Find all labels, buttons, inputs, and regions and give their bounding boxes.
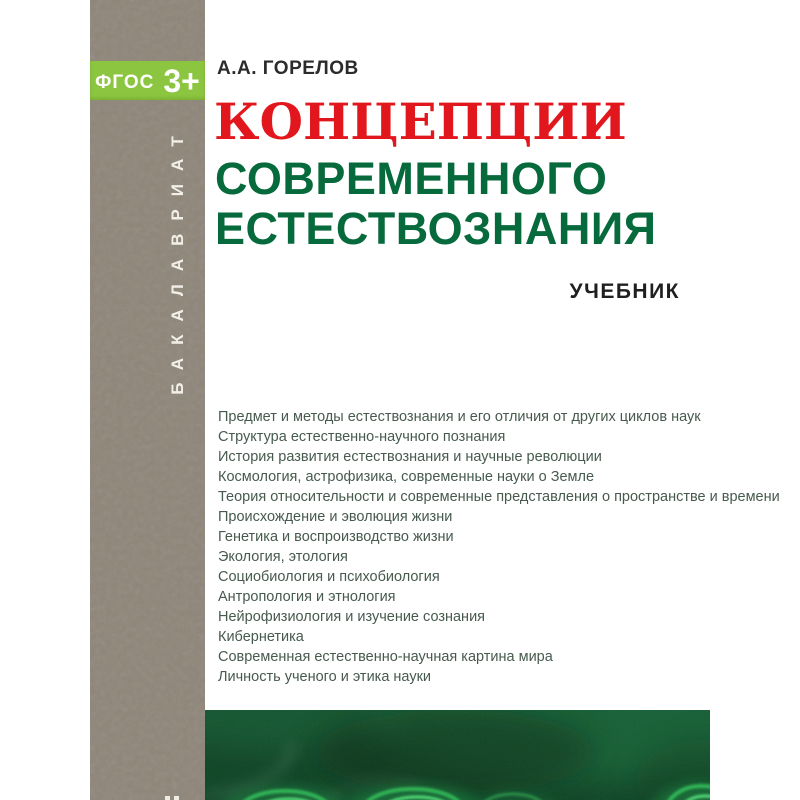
topic-item: Теория относительности и современные представления о пространстве и времени [218, 489, 780, 505]
topics-list [218, 407, 780, 687]
spine-strip [90, 0, 205, 800]
topic-item: Генетика и воспроизводство жизни [218, 529, 454, 545]
topic-item: Происхождение и эволюция жизни [218, 509, 453, 525]
fgos-badge [90, 61, 205, 100]
title-line-3: ЕСТЕСТВОЗНАНИЯ [215, 203, 657, 254]
light-swirls-art [205, 710, 710, 800]
topic-item: Структура естественно-научного познания [218, 429, 506, 445]
fgos-badge-value: 3+ [163, 62, 200, 99]
edition-type-label: УЧЕБНИК [569, 280, 680, 303]
spine-texture [90, 0, 205, 800]
topic-item: Нейрофизиология и изучение сознания [218, 609, 486, 625]
topic-item: Предмет и методы естествознания и его отличия от других циклов наук [218, 409, 701, 425]
topic-item: Космология, астрофизика, современные науки о Земле [218, 469, 595, 485]
cover-art-band [205, 710, 710, 800]
topic-item: Личность ученого и этика науки [218, 669, 432, 685]
topic-item: Кибернетика [218, 629, 304, 645]
spine-cutoff-letter-fragment [165, 796, 170, 800]
title-line-1: КОНЦЕПЦИИ [214, 92, 627, 151]
topic-item: Экология, этология [218, 549, 348, 565]
fgos-badge-label: ФГОС [95, 71, 155, 93]
topic-item: Социобиология и психобиология [218, 569, 440, 585]
title-line-2: СОВРЕМЕННОГО [215, 153, 608, 204]
topic-item: Антропология и этнология [218, 589, 396, 605]
spine-cutoff-letter-fragment [174, 796, 179, 800]
author-name: А.А. ГОРЕЛОВ [217, 58, 359, 79]
topic-item: История развития естествознания и научные революции [218, 449, 602, 465]
spine-vertical-text: БАКАЛАВРИАТ [168, 123, 187, 395]
topic-item: Современная естественно-научная картина мира [218, 649, 553, 665]
